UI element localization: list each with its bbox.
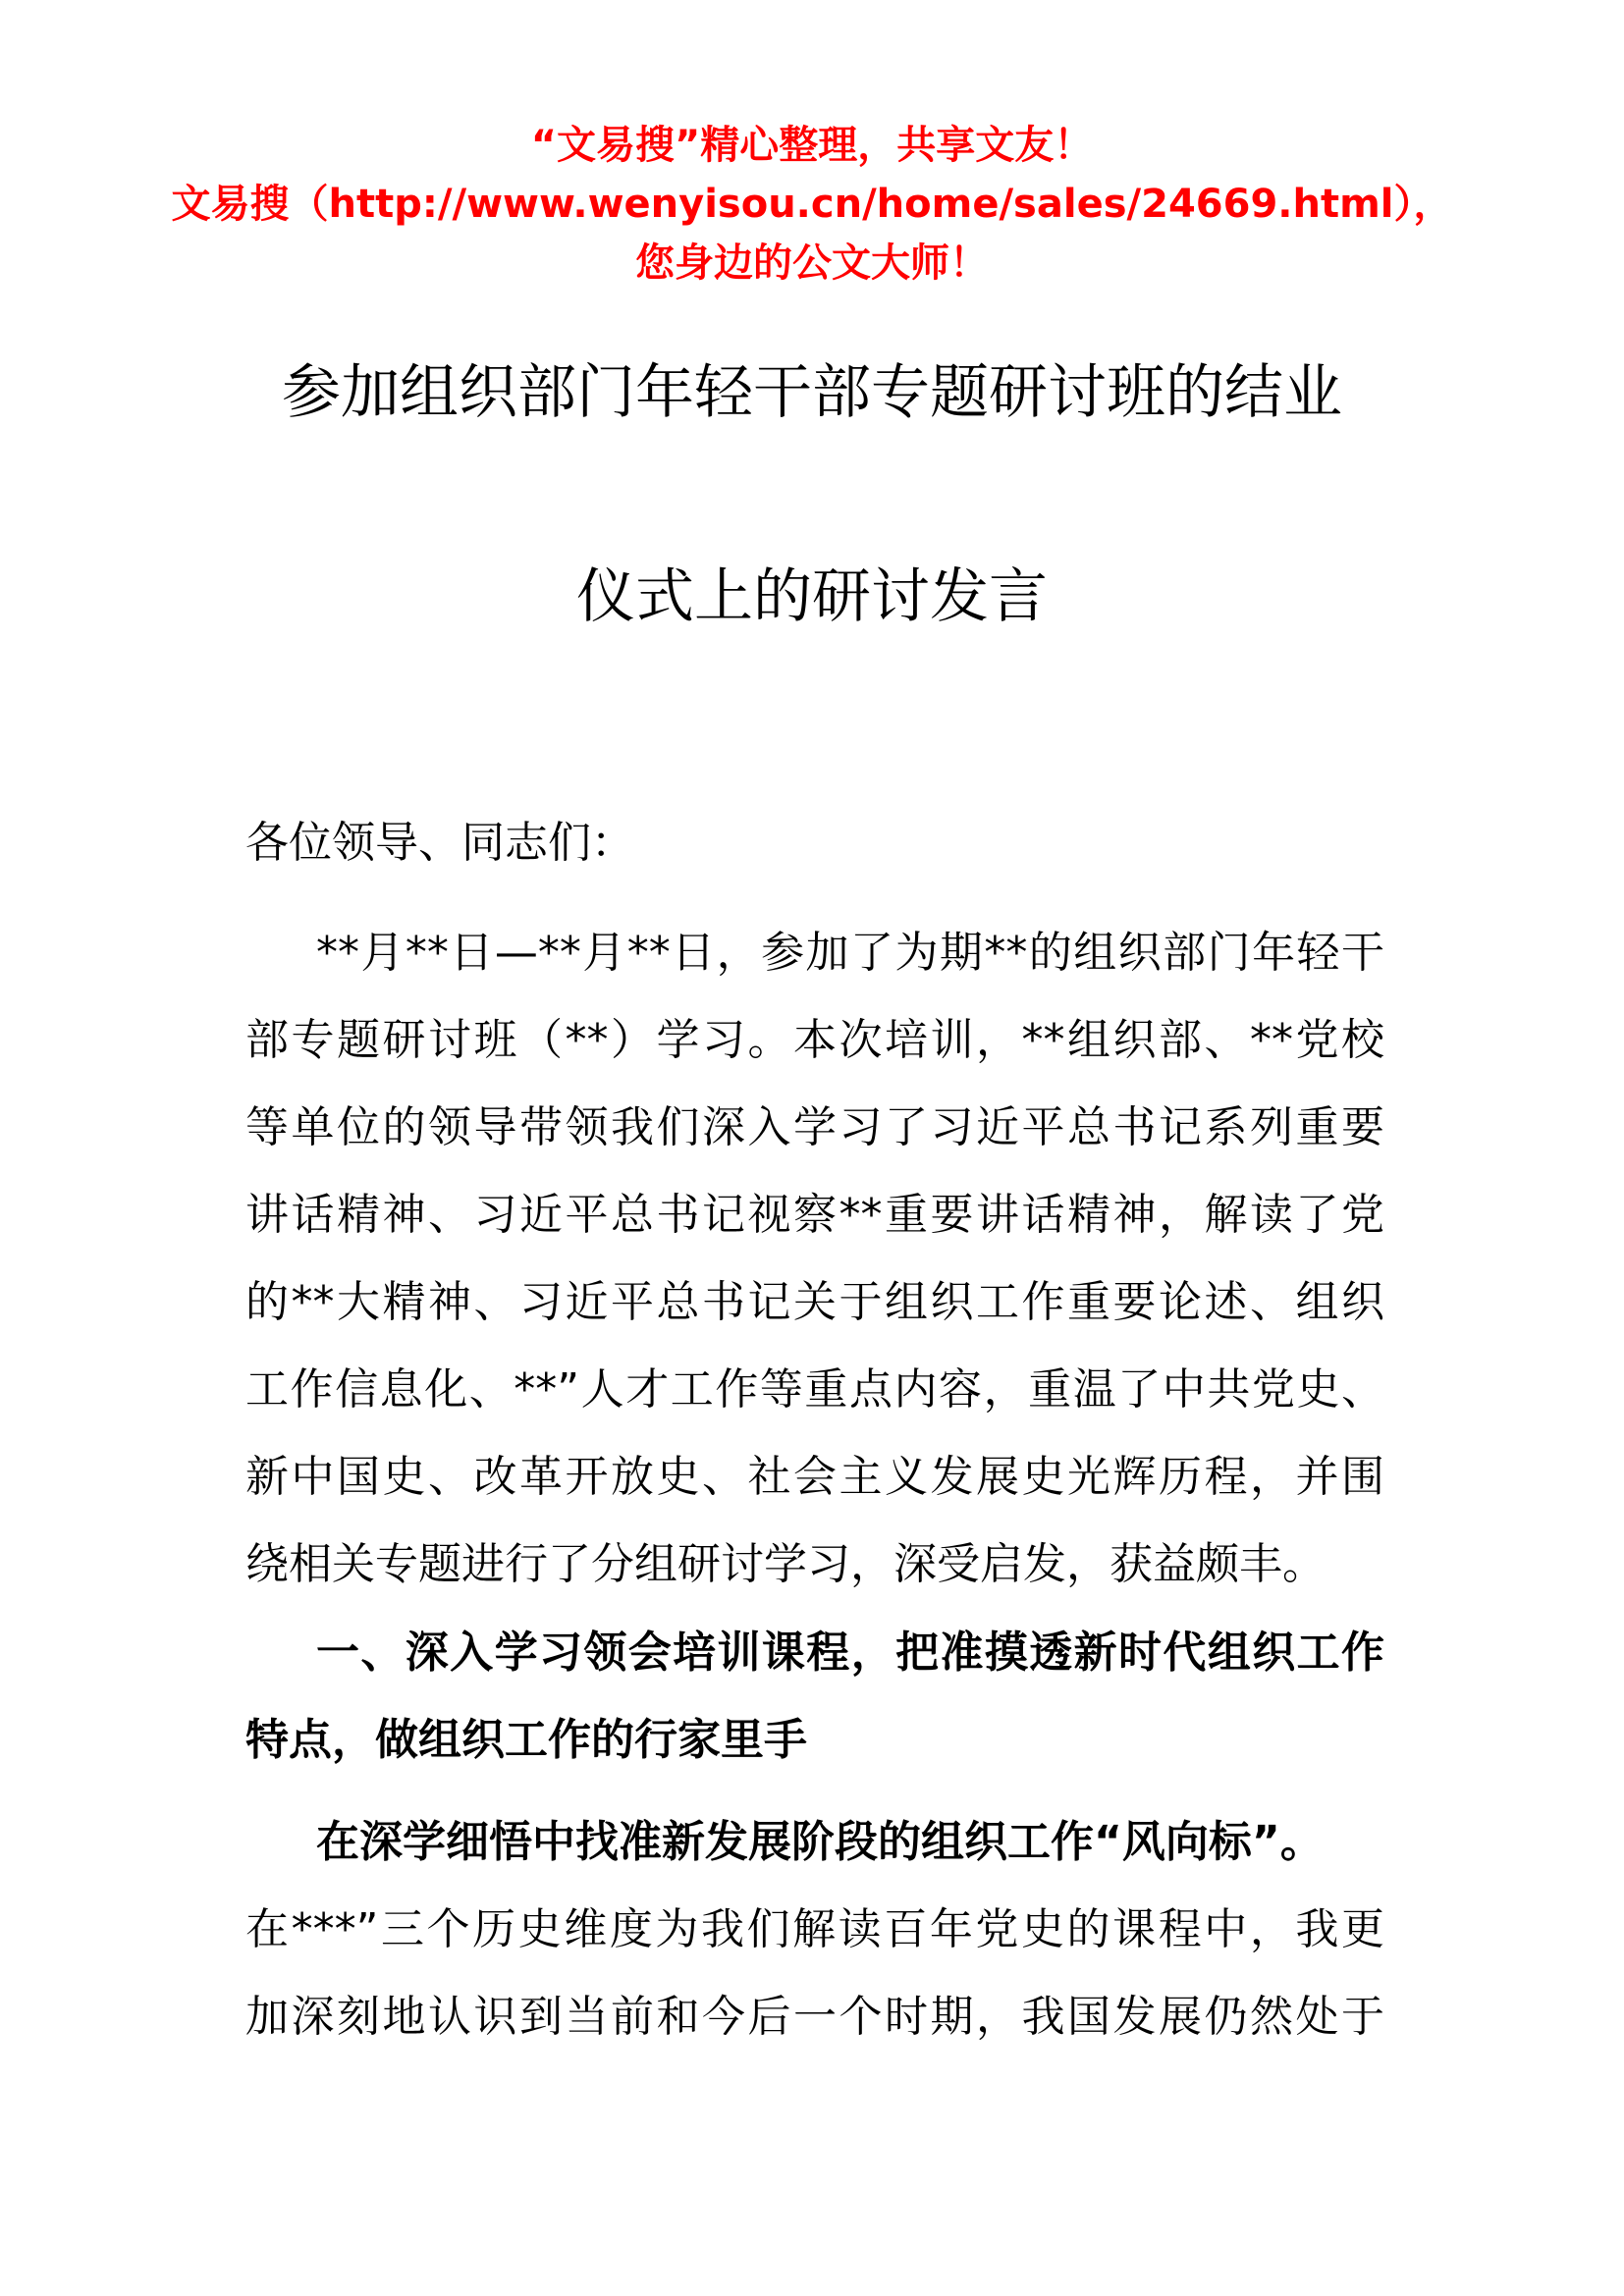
paragraph-1-line: 绕相关专题进行了分组研讨学习，深受启发，获益颇丰。 bbox=[245, 1539, 1326, 1589]
paragraph-1-line: 等单位的领导带领我们深入学习了习近平总书记系列重要 bbox=[245, 1102, 1384, 1152]
banner-line-2: 文易搜（http://www.wenyisou.cn/home/sales/24669.html）， bbox=[171, 182, 1453, 227]
source-banner bbox=[0, 116, 1624, 293]
paragraph-2-line: 在***”三个历史维度为我们解读百年党史的课程中，我更 bbox=[245, 1904, 1384, 1954]
section-heading-line: 特点，做组织工作的行家里手 bbox=[245, 1715, 807, 1765]
paragraph-1-line: 讲话精神、习近平总书记视察**重要讲话精神，解读了党 bbox=[245, 1190, 1384, 1240]
paragraph-1-line: **月**日—**月**日，参加了为期**的组织部门年轻干 bbox=[316, 928, 1384, 978]
paragraph-2-lead: 在深学细悟中找准新发展阶段的组织工作“风向标”。 bbox=[316, 1817, 1324, 1867]
paragraph-2-line: 加深刻地认识到当前和今后一个时期，我国发展仍然处于 bbox=[245, 1992, 1384, 2042]
paragraph-1-line: 新中国史、改革开放史、社会主义发展史光辉历程，并围 bbox=[245, 1452, 1384, 1502]
salutation: 各位领导、同志们： bbox=[245, 818, 634, 868]
paragraph-1-line: 工作信息化、**”人才工作等重点内容，重温了中共党史、 bbox=[245, 1364, 1384, 1415]
paragraph-1-line: 部专题研讨班（**）学习。本次培训，**组织部、**党校 bbox=[245, 1015, 1384, 1065]
section-heading-line: 一、深入学习领会培训课程，把准摸透新时代组织工作 bbox=[316, 1628, 1384, 1678]
paragraph-1-line: 的**大精神、习近平总书记关于组织工作重要论述、组织 bbox=[245, 1277, 1384, 1327]
document-title-line-2: 仪式上的研讨发言 bbox=[576, 562, 1048, 631]
document-title-line-1: 参加组织部门年轻干部专题研讨班的结业 bbox=[282, 358, 1342, 427]
banner-line-1: “文易搜”精心整理，共享文友！ bbox=[530, 123, 1094, 168]
banner-line-3: 您身边的公文大师！ bbox=[635, 240, 989, 286]
